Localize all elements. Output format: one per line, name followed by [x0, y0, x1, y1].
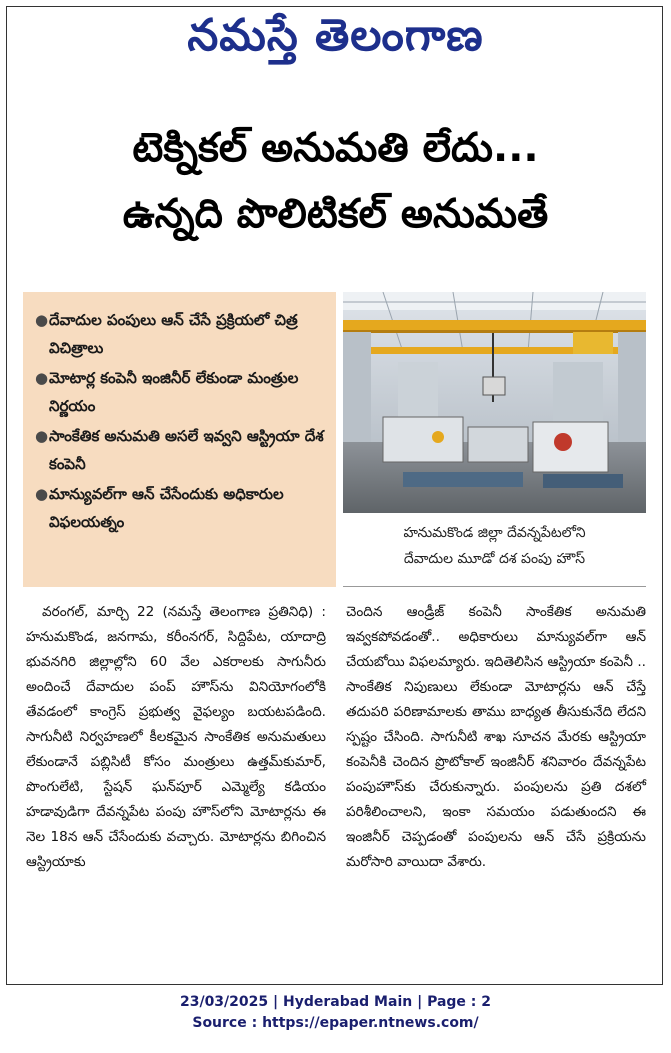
pump-house-photo — [343, 292, 646, 513]
footer-source-link[interactable]: Source : https://epaper.ntnews.com/ — [192, 1015, 479, 1031]
bullet-icon: ● — [35, 311, 49, 329]
headline-line-2: ఉన్నది పొలిటికల్ అనుమతే — [122, 191, 549, 237]
photo-caption — [343, 520, 646, 572]
highlight-text: మోటార్ల కంపెనీ ఇంజినీర్ లేకుండా మంత్రుల నిర్ణయం — [49, 369, 299, 415]
highlight-item — [35, 422, 326, 478]
article-column-right: చెందిన ఆండ్రీజ్ కంపెనీ సాంకేతిక అనుమతి ఇవ్వకపోవడంతో.. అధికారులు మాన్యువల్‌గా ఆన్ చేయబోయి విఫలమ్యారు. ఇదితెలిసిన ఆస్ట్రియా కంపెనీ .. సాంకేతిక నిపుణులు లేకుండా మోటార్లను ఆన్ చేస్తే తదుపరి పరిణామాలకు తాము బాధ్యత తీసుకునేది లేదని స్పష్టం చేసింది. సాగునీటి శాఖ సూచన మేరకు ఆస్ట్రియా కంపెనీకి చెందిన ప్రొటోకాల్ ఇంజినీర్ శనివారం దేవన్నపేట పంపుహౌస్‌కు చేరుకున్నారు. పంపులను ప్రతి దశలో పరిశీలించాలని, ఇంకా సమయం పడుతుందని ఈ ఇంజినీర్ చెప్పడంతో పంపులను ఆన్ చేసే ప్రక్రియను మరోసారి వాయిదా వేశారు. — [346, 604, 646, 870]
caption-line-2: దేవాదుల మూడో దశ పంపు హౌస్ — [403, 551, 586, 567]
highlight-item — [35, 306, 326, 362]
caption-line-1: హనుమకొండ జిల్లా దేవన్నపేటలోని — [403, 525, 586, 541]
newspaper-masthead: నమస్తే తెలంగాణ — [187, 10, 484, 61]
highlight-item — [35, 364, 326, 420]
bullet-icon: ● — [35, 485, 49, 503]
highlight-text: దేవాదుల పంపులు ఆన్ చేసే ప్రక్రియలో చిత్ర విచిత్రాలు — [49, 311, 298, 357]
caption-divider — [343, 586, 646, 587]
article-column-left: వరంగల్, మార్చి 22 (నమస్తే తెలంగాణ ప్రతినిధి) : హనుమకొండ, జనగామ, కరీంనగర్, సిద్దిపేట, యాదాద్రి భువనగిరి జిల్లాల్లోని 60 వేల ఎకరాలకు సాగునీరు అందించే దేవాదుల పంప్ హౌస్‌ను వినియోగంలోకి తేవడంలో కాంగ్రెస్ ప్రభుత్వ వైఫల్యం బయటపడింది. సాగునీటి నిర్వహణలో కీలకమైన సాంకేతిక అనుమతులు లేకుండానే పబ్లిసిటీ కోసం మంత్రులు ఉత్తమ్‌కుమార్, పొంగులేటి, స్టేషన్ ఘన్‌పూర్ ఎమ్మెల్యే కడియం హడావుడిగా దేవన్నపేట పంపు హౌస్‌లోని మోటార్లను ఈ నెల 18న ఆన్ చేసేందుకు వచ్చారు. మోటార్లను బిగించిన ఆస్ట్రియాకు — [26, 604, 326, 870]
highlights-box — [23, 292, 336, 587]
pump-house-illustration — [343, 292, 646, 513]
headline-line-1: టెక్నికల్ అనుమతి లేదు... — [132, 125, 539, 171]
highlight-text: మాన్యువల్‌గా ఆన్ చేసేందుకు అధికారుల విఫలయత్నం — [49, 485, 284, 531]
footer-edition-info: 23/03/2025 | Hyderabad Main | Page : 2 — [179, 994, 492, 1010]
bullet-icon: ● — [35, 427, 49, 445]
bullet-icon: ● — [35, 369, 49, 387]
highlight-item — [35, 480, 326, 536]
highlight-text: సాంకేతిక అనుమతి అసలే ఇవ్వని ఆస్ట్రియా దేశ కంపెనీ — [49, 427, 324, 473]
